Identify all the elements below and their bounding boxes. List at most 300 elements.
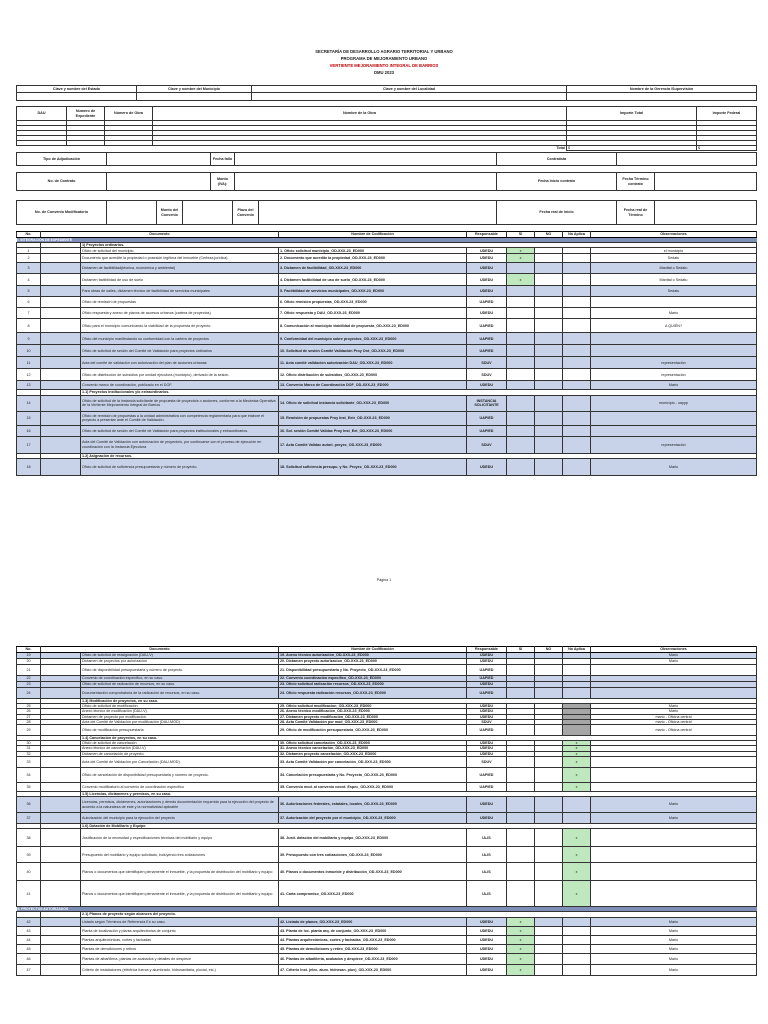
expediente-label: Número de Expediente [67,107,105,121]
checklist-row [17,665,757,676]
si-checkbox[interactable]: x [507,254,535,263]
no-checkbox[interactable] [535,333,563,345]
observations[interactable]: Mario [591,458,757,475]
si-checkbox[interactable] [507,319,535,333]
si-checkbox[interactable] [507,813,535,824]
no-aplica-checkbox[interactable] [563,395,591,411]
si-checkbox[interactable]: x [507,935,535,944]
si-checkbox[interactable] [507,357,535,369]
si-checkbox[interactable] [507,381,535,390]
observations[interactable]: Mario [591,797,757,813]
observations[interactable] [591,345,757,357]
codification-name: 10. Solicitud de sesión Comité Validación Proy Ord_OD-XXX-23_ED000 [279,345,467,357]
row-number: 8 [17,319,41,333]
observations[interactable]: Mario [591,659,757,665]
si-checkbox[interactable]: x [507,917,535,926]
si-checkbox[interactable] [507,847,535,863]
no-contrato-value[interactable] [107,173,211,191]
observations[interactable]: representación [591,357,757,369]
observations[interactable]: mario - Oficina central [591,714,757,719]
observations[interactable] [591,767,757,782]
observations[interactable] [591,297,757,308]
observations[interactable]: Mario [591,653,757,659]
responsible: UDEDU [467,709,507,714]
no-checkbox[interactable] [535,381,563,390]
no-aplica-checkbox[interactable] [563,964,591,975]
si-checkbox[interactable] [507,425,535,436]
checklist-row [17,369,757,381]
document-name: Licencias, permisos, dictámenes, autorizaciones y demás documentación requerida para la ejecución del proyecto de acuerdo a la naturaleza de este y la normatividad aplicable [81,797,279,813]
row-spacer [41,333,81,345]
si-checkbox[interactable]: x [507,926,535,935]
no-aplica-checkbox[interactable] [563,797,591,813]
codification-name: 18. Solicitud suficiencia presupu. y No. Proyec_OD-XXX-23_ED000 [279,458,467,475]
no-aplica-checkbox[interactable] [563,381,591,390]
no-checkbox[interactable] [535,756,563,767]
col-no-aplica-header: No Aplica [563,647,591,653]
no-aplica-checkbox[interactable] [563,286,591,297]
no-checkbox[interactable] [535,395,563,411]
no-aplica-checkbox[interactable] [563,411,591,425]
no-checkbox[interactable] [535,254,563,263]
observations[interactable]: Mario [591,964,757,975]
tipo-adj-value[interactable] [107,153,211,166]
col-documento-header: Documento [41,647,279,653]
responsible: UAPIED [467,665,507,676]
no-checkbox[interactable] [535,286,563,297]
col-no-header: No. [17,232,41,238]
row-spacer [41,425,81,436]
codification-name: 32. Dictamen proyecto cancelación_OD-XXX-23_ED000 [279,751,467,756]
checklist-row [17,688,757,699]
codification-name: 44. Plantas arquitectónicas, cortes y fachadas_OD-XXX-23_ED000 [279,935,467,944]
col-no-header: No. [17,647,41,653]
observations[interactable] [591,665,757,676]
row-number: 3 [17,263,41,274]
codification-name: 26. Anexo técnico modificación_OD-XXX-23_ED000 [279,709,467,714]
observations[interactable]: Manttal o Sedatu [591,263,757,274]
subsection-title: 1.6) Dotación de Mobiliario y Equipo [81,824,757,829]
responsible: SDUV [467,357,507,369]
no-aplica-checkbox[interactable]: x [563,767,591,782]
observations[interactable] [591,411,757,425]
no-aplica-checkbox[interactable]: x [563,847,591,863]
row-spacer [41,357,81,369]
observations[interactable]: Mario [591,944,757,953]
num-obra-label: Número de Obra [105,107,153,121]
si-checkbox[interactable] [507,665,535,676]
codification-name: 1. Oficio solicitud municipio_OD-XXX-23_ED000 [279,248,467,254]
no-aplica-checkbox[interactable] [563,425,591,436]
responsible: UDEDU [467,704,507,709]
document-name: Oficio para el municipio comunicando la viabilidad de la propuesta de proyecto. [81,319,279,333]
document-name: Plantas arquitectónicas, cortes y fachadas [81,935,279,944]
responsible: UAPIED [467,676,507,682]
row-number: 29 [17,725,41,736]
observations[interactable]: Mario [591,953,757,964]
responsible: UAPIED [467,767,507,782]
observations[interactable] [591,829,757,847]
col-si-header: SI [507,232,535,238]
no-checkbox[interactable] [535,297,563,308]
no-aplica-checkbox[interactable] [563,274,591,286]
no-aplica-checkbox[interactable] [563,935,591,944]
si-checkbox[interactable] [507,345,535,357]
no-checkbox[interactable] [535,935,563,944]
observations[interactable] [591,782,757,791]
row-spacer [41,917,81,926]
document-name: Plantas de albañilería, plantas de acabados y detalles de despiece [81,953,279,964]
document-name: Oficio de solicitud de la instancia solicitante de propuesta de proyecto/s o acciones, conforme a la Mecánica Operativa de la Vertiente Mejoramiento Integral de Barrios [81,395,279,411]
no-checkbox[interactable] [535,357,563,369]
observations[interactable] [591,688,757,699]
observations[interactable] [591,863,757,881]
no-checkbox[interactable] [535,458,563,475]
no-convenio-value[interactable] [107,201,157,225]
no-checkbox[interactable] [535,944,563,953]
row-number: 23 [17,682,41,688]
observations[interactable]: Manttal o Sedatu [591,274,757,286]
row-number: 47 [17,964,41,975]
no-aplica-checkbox[interactable] [563,926,591,935]
no-aplica-checkbox[interactable] [563,665,591,676]
document-name: Oficio de remisión de propuestas a la unidad administrativa con competencia reglamentaria para que elabore el proyecto a presentar ante el Comité de Validación. [81,411,279,425]
no-aplica-checkbox[interactable]: x [563,863,591,881]
no-convenio-label: No. de Convenio Modificatorio [17,201,107,225]
fecha-inicio-label: Fecha Inicio contrato [497,173,617,191]
si-checkbox[interactable] [507,756,535,767]
estado-value[interactable] [17,93,137,101]
row-number: 20 [17,659,41,665]
responsible: UDEDU [467,926,507,935]
codification-name: 47. Criterio Inst. (elec. alum. hidrosan. pluv)_OD-XXX-23_ED000 [279,964,467,975]
no-aplica-checkbox[interactable]: x [563,751,591,756]
no-aplica-checkbox[interactable] [563,688,591,699]
row-number: 28 [17,719,41,724]
observations[interactable]: el municipio [591,248,757,254]
checklist-row [17,254,757,263]
document-name: Planos o documentos que identifiquen plenamente el inmueble, y la propuesta de distribución del mobiliario y equipo [81,863,279,881]
fecha-real-termino-value[interactable] [655,201,757,225]
no-aplica-checkbox[interactable] [563,357,591,369]
observations[interactable]: Mario [591,917,757,926]
document-name: Oficio de disponibilidad presupuestaria y número de proyecto. [81,665,279,676]
no-checkbox[interactable] [535,436,563,453]
fecha-fallo-value[interactable] [235,153,497,166]
responsible: IA-IS [467,829,507,847]
responsible: UDEDU [467,751,507,756]
codification-name: 42. Listado de planos_OD-XXX-23_ED000 [279,917,467,926]
no-aplica-checkbox[interactable] [563,436,591,453]
row-number: 16 [17,425,41,436]
observations[interactable]: representación [591,369,757,381]
row-number: 26 [17,709,41,714]
document-name: Oficio del municipio manifestando su conformidad con la cartera de proyectos [81,333,279,345]
document-name: Oficio de solicitud del municipio. [81,248,279,254]
localidad-value[interactable] [252,93,567,101]
plazo-convenio-label: Plazo del Convenio [233,201,259,225]
si-checkbox[interactable]: x [507,964,535,975]
si-checkbox[interactable] [507,411,535,425]
responsible: SDUV [467,369,507,381]
row-spacer [41,308,81,319]
no-checkbox[interactable] [535,797,563,813]
observations[interactable] [591,756,757,767]
si-checkbox[interactable]: x [507,274,535,286]
col-no-answer-header: NO [535,232,563,238]
row-number: 25 [17,704,41,709]
checklist-row [17,767,757,782]
no-aplica-checkbox[interactable] [563,319,591,333]
row-spacer [41,767,81,782]
checklist-row [17,458,757,475]
no-aplica-checkbox[interactable] [563,345,591,357]
convenio-table [16,200,757,225]
observations[interactable] [591,333,757,345]
observations[interactable]: Mario [591,813,757,824]
no-checkbox[interactable] [535,813,563,824]
row-number: 11 [17,357,41,369]
observations[interactable]: Sedatu [591,254,757,263]
monto-iva-value[interactable] [235,173,497,191]
codification-name: 7. Oficio respuesta y DAU_OD-XXX-23_ED000 [279,308,467,319]
observations[interactable]: Mario [591,926,757,935]
observations[interactable]: Mario [591,935,757,944]
no-aplica-checkbox[interactable]: x [563,756,591,767]
no-checkbox[interactable] [535,425,563,436]
si-checkbox[interactable] [507,767,535,782]
no-checkbox[interactable] [535,964,563,975]
row-spacer [41,286,81,297]
codification-name: 21. Disponibilidad presupuestaria y No. Proyecto_OD-XXX-23_ED000 [279,665,467,676]
row-spacer [41,881,81,907]
codification-name: 5. Factibilidad de servicios municipales_OD-XXX-23_ED000 [279,286,467,297]
no-checkbox[interactable] [535,274,563,286]
no-checkbox[interactable] [535,829,563,847]
document-name: Acta del Comité de Validación por Cancelación (DAU-MOD). [81,756,279,767]
checklist-row [17,964,757,975]
si-checkbox[interactable]: x [507,953,535,964]
col-no-answer-header: NO [535,647,563,653]
si-checkbox[interactable] [507,797,535,813]
dau-label: DAU [17,107,67,121]
no-aplica-checkbox[interactable] [563,308,591,319]
si-checkbox[interactable] [507,436,535,453]
row-spacer [41,829,81,847]
no-checkbox[interactable] [535,767,563,782]
no-aplica-checkbox[interactable]: x [563,746,591,751]
si-checkbox[interactable]: x [507,248,535,254]
codification-name: 28. Acta Comité Validación por mod_OD-XXX-23_ED000 [279,719,467,724]
total-label: Total [153,146,567,151]
responsible: UDEDU [467,944,507,953]
document-name: Oficio de solicitud de modificación. [81,704,279,709]
gerencia-label: Nombre de la Gerencia /Supervisión [567,86,757,93]
no-checkbox[interactable] [535,688,563,699]
importe-federal-label: Importe Federal [697,107,757,121]
responsible: IA-IS [467,847,507,863]
no-aplica-checkbox[interactable] [563,333,591,345]
document-name: Planos o documentos que identifiquen plenamente el inmueble, y la propuesta de distribución del mobiliario y equipo [81,881,279,907]
fecha-termino-value[interactable] [655,173,757,191]
observations[interactable]: mario - Oficina central [591,719,757,724]
observations[interactable]: Sedatu [591,286,757,297]
row-number: 39 [17,847,41,863]
row-number: 40 [17,863,41,881]
responsible: UDEDU [467,917,507,926]
municipio-value[interactable] [137,93,252,101]
no-aplica-checkbox[interactable] [563,263,591,274]
plazo-convenio-value[interactable] [259,201,497,225]
checklist-row [17,881,757,907]
observations[interactable]: Mario [591,381,757,390]
responsible: UDEDU [467,714,507,719]
observations[interactable]: representación [591,436,757,453]
subsection-title: 2.1) Planos de proyecto según alcances del proyecto. [81,912,757,917]
si-checkbox[interactable] [507,688,535,699]
si-checkbox[interactable] [507,829,535,847]
municipio-label: Clave y nombre del Municipio [137,86,252,93]
codification-name: 2. Documento que acredite la propiedad_OD-XXX-23_ED000 [279,254,467,263]
observations[interactable]: mario - Oficina central [591,725,757,736]
si-checkbox[interactable] [507,297,535,308]
no-aplica-checkbox[interactable] [563,725,591,736]
no-aplica-checkbox[interactable]: x [563,782,591,791]
row-spacer [41,688,81,699]
row-number: 34 [17,767,41,782]
checklist-row [17,436,757,453]
row-spacer [41,813,81,824]
observations[interactable] [591,847,757,863]
no-aplica-checkbox[interactable] [563,458,591,475]
obra-table [16,106,757,151]
no-aplica-checkbox[interactable] [563,917,591,926]
document-name: Listado según Términos de Referencia En su caso. [81,917,279,926]
observations[interactable]: municipio - uaypp [591,395,757,411]
document-name: Plantas de demoliciones y retiros [81,944,279,953]
si-checkbox[interactable] [507,725,535,736]
no-checkbox[interactable] [535,369,563,381]
observations[interactable]: Mario [591,704,757,709]
no-aplica-checkbox[interactable] [563,813,591,824]
observations[interactable] [591,425,757,436]
row-spacer [41,953,81,964]
row-number: 24 [17,688,41,699]
no-checkbox[interactable] [535,319,563,333]
section-title: I. INTEGRACIÓN DE EXPEDIENTE [17,238,757,243]
col-documento-header: Documento [41,232,279,238]
responsible: SDUV [467,756,507,767]
observations[interactable]: Mario [591,308,757,319]
monto-convenio-value[interactable] [183,201,233,225]
si-checkbox[interactable] [507,263,535,274]
si-checkbox[interactable] [507,308,535,319]
row-number: 21 [17,665,41,676]
no-checkbox[interactable] [535,847,563,863]
total-importe: $ [567,146,697,151]
row-number: 46 [17,953,41,964]
no-checkbox[interactable] [535,782,563,791]
no-aplica-checkbox[interactable] [563,254,591,263]
contratista-value[interactable] [617,153,757,166]
observations[interactable] [591,881,757,907]
observations[interactable]: Mario [591,709,757,714]
row-spacer [41,395,81,411]
no-checkbox[interactable] [535,308,563,319]
col-si-header: SI [507,647,535,653]
checklist-table-page1 [16,231,757,476]
no-aplica-checkbox[interactable] [563,944,591,953]
header-year: DMU 2023 [373,70,394,75]
no-checkbox[interactable] [535,411,563,425]
no-aplica-checkbox[interactable] [563,953,591,964]
no-checkbox[interactable] [535,917,563,926]
codification-name: 25. Oficio solicitud modificacion_OD-XXX-23_ED000 [279,704,467,709]
si-checkbox[interactable] [507,782,535,791]
no-checkbox[interactable] [535,953,563,964]
no-checkbox[interactable] [535,881,563,907]
no-aplica-checkbox[interactable]: x [563,829,591,847]
no-checkbox[interactable] [535,345,563,357]
codification-name: 4. Dictamen factibilidad de uso de suelo_OD-XXX-23_ED000 [279,274,467,286]
codification-name: 30. Oficio solicitud cancelación_OD-XXX-23_ED000 [279,741,467,746]
no-aplica-checkbox[interactable]: x [563,881,591,907]
si-checkbox[interactable] [507,333,535,345]
codification-name: 17. Acta Comité Validac autori. proyec_OD-XXX-23_ED000 [279,436,467,453]
row-number: 35 [17,782,41,791]
row-number: 33 [17,756,41,767]
no-checkbox[interactable] [535,863,563,881]
responsible: IA-IS [467,863,507,881]
col-responsable-header: Responsable [467,647,507,653]
responsible: UDEDU [467,286,507,297]
observations[interactable]: A QUIÉN? [591,319,757,333]
document-name: Oficio respuesta y anexo de planos de accesos urbanos (cartera de proyectos) [81,308,279,319]
row-number: 4 [17,274,41,286]
no-aplica-checkbox[interactable]: x [563,741,591,746]
no-aplica-checkbox[interactable] [563,297,591,308]
si-checkbox[interactable] [507,458,535,475]
checklist-row [17,944,757,953]
no-checkbox[interactable] [535,263,563,274]
row-number: 22 [17,676,41,682]
si-checkbox[interactable] [507,395,535,411]
si-checkbox[interactable] [507,863,535,881]
no-checkbox[interactable] [535,725,563,736]
row-spacer [41,381,81,390]
no-checkbox[interactable] [535,665,563,676]
si-checkbox[interactable] [507,881,535,907]
codification-name: 39. Presupuesto con tres cotizaciones_OD-XXX-23_ED000 [279,847,467,863]
col-observaciones-header: Observaciones [591,232,757,238]
checklist-row [17,395,757,411]
si-checkbox[interactable] [507,369,535,381]
si-checkbox[interactable] [507,286,535,297]
row-number: 30 [17,741,41,746]
estado-label: Clave y nombre del Estado [17,86,137,93]
no-aplica-checkbox[interactable] [563,369,591,381]
fecha-termino-label: Fecha Término contrato [617,173,655,191]
si-checkbox[interactable]: x [507,944,535,953]
gerencia-value[interactable] [567,93,757,101]
col-codificacion-header: Nombre de Codificación [279,232,467,238]
codification-name: 29. Oficio de modificación presupuestaria_OD-XXX-23_ED000 [279,725,467,736]
row-number: 44 [17,935,41,944]
row-number: 19 [17,653,41,659]
row-number: 36 [17,797,41,813]
document-name: Acta del Comité de Validación por modificación (DAU-MOD) [81,719,279,724]
no-checkbox[interactable] [535,926,563,935]
